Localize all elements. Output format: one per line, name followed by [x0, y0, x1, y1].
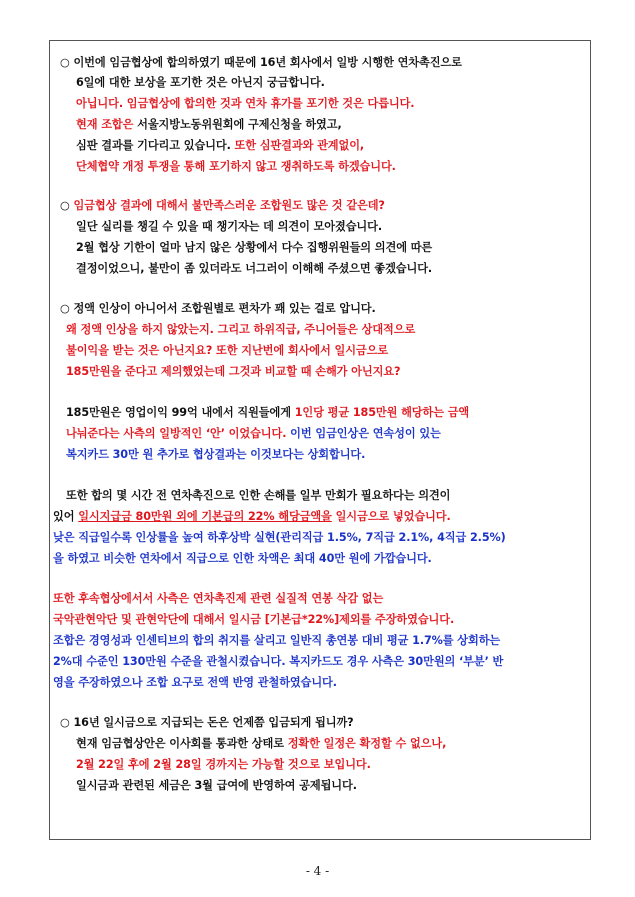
a5-line-3: 조합은 경영성과 인센티브의 합의 취지를 살리고 일반직 총연봉 대비 평균 1.7%를 상회하는 [53, 634, 501, 647]
q1-answer-highlight: 현재 조합은 [76, 118, 134, 131]
q6-answer-line-1 [76, 737, 446, 751]
a3-highlight-2: 나눠준다는 사측의 일방적인 ‘안’ 이었습니다. [66, 427, 287, 440]
q3-line-3: 불이익을 받는 것은 아닌지요? 또한 지난번에 회사에서 일시금으로 [66, 344, 389, 357]
a5-line-1: 또한 후속협상에서서 사측은 연차촉진제 관련 실질적 연봉 삭감 없는 [53, 592, 384, 605]
a4-line-3: 낮은 직급일수록 인상률을 높여 하후상박 실현(관리직급 1.5%, 7직급 2.1%, 4직급 2.5%) [53, 531, 506, 544]
a4-highlight: 일시지급금 80만원 외에 기본급의 22% 해당금액을 [78, 510, 332, 523]
a3-line-3: 복지카드 30만 원 추가로 협상결과는 이것보다는 상회합니다. [66, 448, 366, 461]
q1-answer-line-1: 아닙니다. 임금협상에 합의한 것과 연차 휴가를 포기한 것은 다릅니다. [76, 97, 415, 110]
q3-line-2: 왜 정액 인상을 하지 않았는지. 그리고 하위직급, 주니어들은 상대적으로 [66, 323, 416, 336]
q2-answer-line-1: 일단 실리를 챙길 수 있을 때 챙기자는 데 의견이 모아졌습니다. [76, 220, 382, 233]
a3-line-1 [66, 406, 469, 420]
q6-answer-text: 현재 임금협상안은 이사회를 통과한 상태로 [76, 737, 288, 750]
q6-answer-line-3: 일시금과 관련된 세금은 3월 급여에 반영하여 공제됩니다. [76, 779, 357, 792]
q2-answer-line-2: 2월 협상 기한이 얼마 남지 않은 상황에서 다수 집행위원들의 의견에 따른 [76, 241, 433, 254]
q1-answer-line-2 [76, 118, 342, 132]
q1-answer-text-2: 심판 결과를 기다리고 있습니다. [76, 139, 235, 152]
q1-answer-highlight-2: 또한 심판결과와 관계없이, [234, 139, 365, 152]
q1-line-2: 6일에 대한 보상을 포기한 것은 아닌지 궁금합니다. [76, 76, 325, 89]
q1-line-1: ○ 이번에 임금협상에 합의하였기 때문에 16년 회사에서 일방 시행한 연차촉진으로 [60, 56, 462, 69]
q2-bullet: ○ [60, 199, 74, 212]
q6-line-1: ○ 16년 일시금으로 지급되는 돈은 언제쯤 입금되게 됩니까? [60, 716, 354, 729]
q6-answer-highlight: 정확한 일정은 확정할 수 없으나, [287, 737, 447, 750]
a3-highlight: 1인당 평균 185만원 해당하는 금액 [294, 406, 470, 419]
q2-line-1 [60, 199, 385, 213]
a3-line-2 [66, 427, 441, 441]
a3-text: 185만원은 영업이익 99억 내에서 직원들에게 [66, 406, 295, 419]
q3-line-1: ○ 정액 인상이 아니어서 조합원별로 편차가 꽤 있는 걸로 압니다. [60, 302, 376, 315]
q1-answer-line-4: 단체협약 개정 투쟁을 통해 포기하지 않고 쟁취하도록 하겠습니다. [76, 160, 396, 173]
q2-answer-line-3: 결정이었으니, 불만이 좀 있더라도 너그러이 이해해 주셨으면 좋겠습니다. [76, 262, 433, 275]
a4-line-2 [53, 510, 451, 524]
a5-line-4: 2%대 수준인 130만원 수준을 관철시켰습니다. 복지카드도 경우 사측은 30만원의 ‘부분’ 반 [53, 655, 504, 668]
a4-highlight-tail: 일시금으로 넣었습니다. [331, 510, 451, 523]
a3-blue-text: 이번 임금인상은 연속성이 있는 [286, 427, 441, 440]
a4-line-4: 을 하였고 비슷한 연차에서 직급으로 인한 차액은 최대 40만 원에 가깝습니다. [53, 552, 432, 565]
q6-answer-line-2: 2월 22일 후에 2월 28일 경까지는 가능할 것으로 보입니다. [76, 758, 371, 771]
q3-line-4: 185만원을 준다고 제의했었는데 그것과 비교할 때 손해가 아닌지요? [66, 365, 401, 378]
a5-line-2: 국악관현악단 및 관현악단에 대해서 일시금 [기본급*22%]제외를 주장하였습니다. [53, 613, 455, 626]
a4-line-1: 또한 합의 몇 시간 전 연차촉진으로 인한 손해를 일부 만회가 필요하다는 의견이 [66, 489, 451, 502]
page-number: - 4 - [305, 864, 330, 878]
q2-question: 임금협상 결과에 대해서 불만족스러운 조합원도 많은 것 같은데? [73, 199, 385, 212]
a4-text: 있어 [53, 510, 79, 523]
q1-answer-line-3 [76, 139, 364, 153]
q1-answer-text: 서울지방노동위원회에 구제신청을 하였고, [133, 118, 342, 131]
a5-line-5: 영을 주장하였으나 조합 요구로 전액 반영 관철하였습니다. [53, 676, 337, 689]
